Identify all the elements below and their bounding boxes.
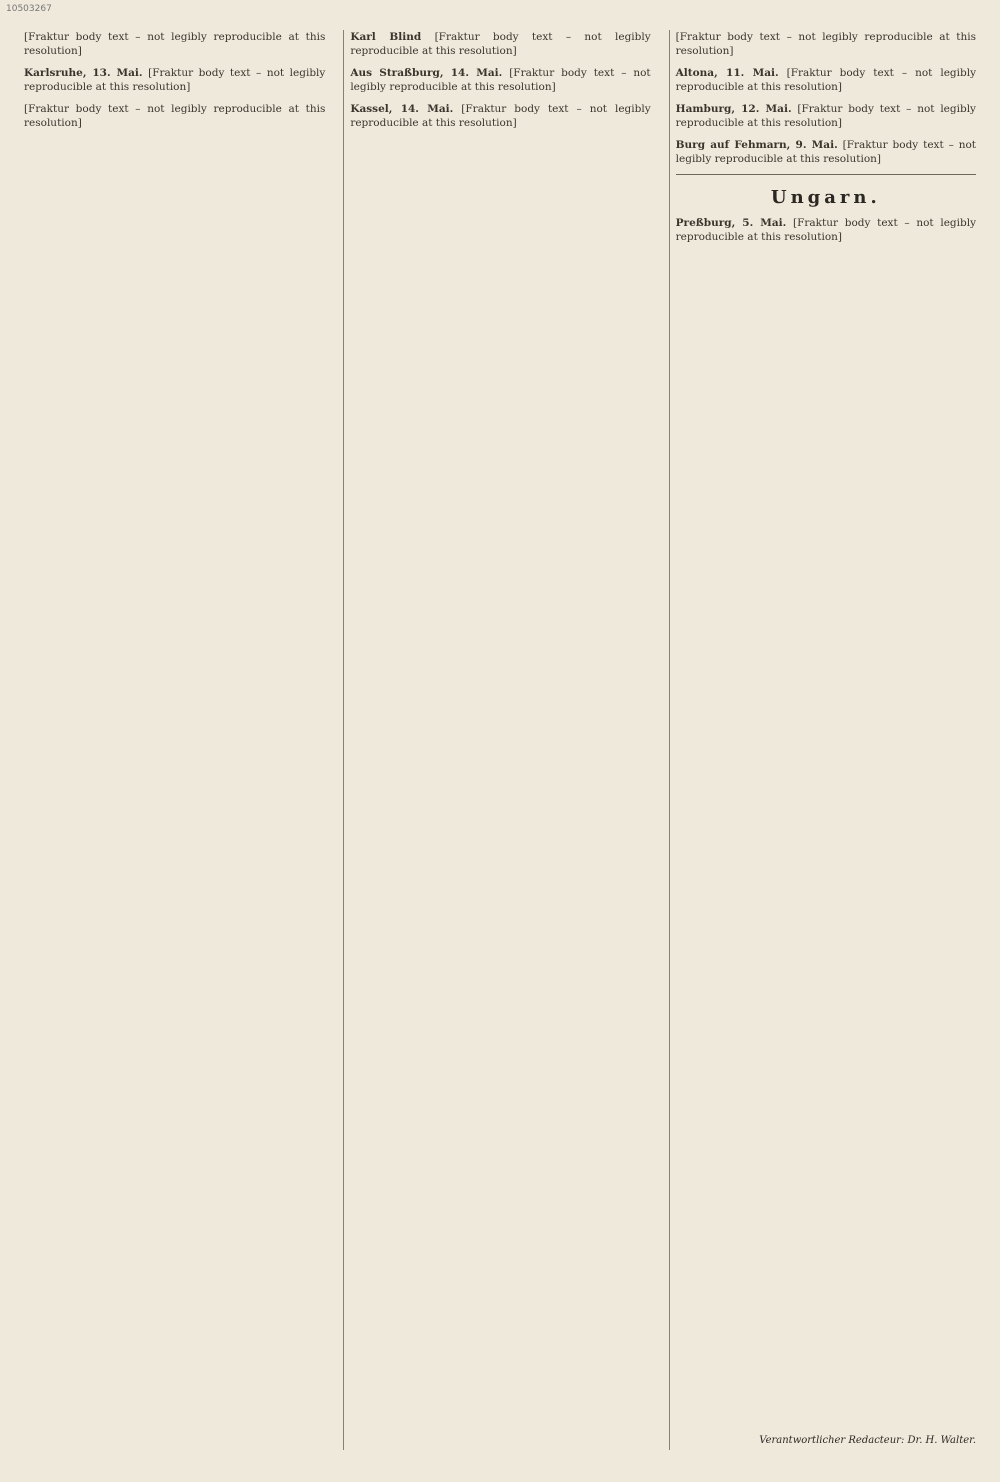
article-paragraph: [Fraktur body text – not legibly reproducible at this resolution]: [24, 103, 326, 129]
article-paragraph: Preßburg, 5. Mai. [Fraktur body text – not legibly reproducible at this resolution]: [675, 217, 977, 243]
column-2: [343, 30, 656, 1450]
article-paragraph: Karl Blind [Fraktur body text – not legibly reproducible at this resolution]: [350, 31, 651, 57]
article-paragraph: Aus Straßburg, 14. Mai. [Fraktur body text – not legibly reproducible at this resolution]: [350, 67, 651, 93]
page-id: 10503267: [6, 4, 52, 14]
section-divider: [676, 174, 976, 175]
editor-credit: Verantwortlicher Redacteur: Dr. H. Walter.: [759, 1435, 976, 1446]
section-heading: Ungarn.: [770, 187, 881, 208]
article-paragraph: Hamburg, 12. Mai. [Fraktur body text – not legibly reproducible at this resolution]: [675, 103, 976, 129]
article-paragraph: [Fraktur body text – not legibly reproducible at this resolution]: [24, 31, 326, 57]
column-1: [18, 30, 331, 1450]
article-paragraph: [Fraktur body text – not legibly reproducible at this resolution]: [675, 31, 976, 57]
article-paragraph: Karlsruhe, 13. Mai. [Fraktur body text – not legibly reproducible at this resolution]: [24, 67, 326, 93]
article-paragraph: Burg auf Fehmarn, 9. Mai. [Fraktur body text – not legibly reproducible at this resolution]: [675, 139, 977, 165]
article-paragraph: Kassel, 14. Mai. [Fraktur body text – not legibly reproducible at this resolution]: [350, 103, 651, 129]
column-3: [669, 30, 982, 1450]
article-paragraph: Altona, 11. Mai. [Fraktur body text – not legibly reproducible at this resolution]: [675, 67, 977, 93]
column-container: [18, 30, 982, 1450]
